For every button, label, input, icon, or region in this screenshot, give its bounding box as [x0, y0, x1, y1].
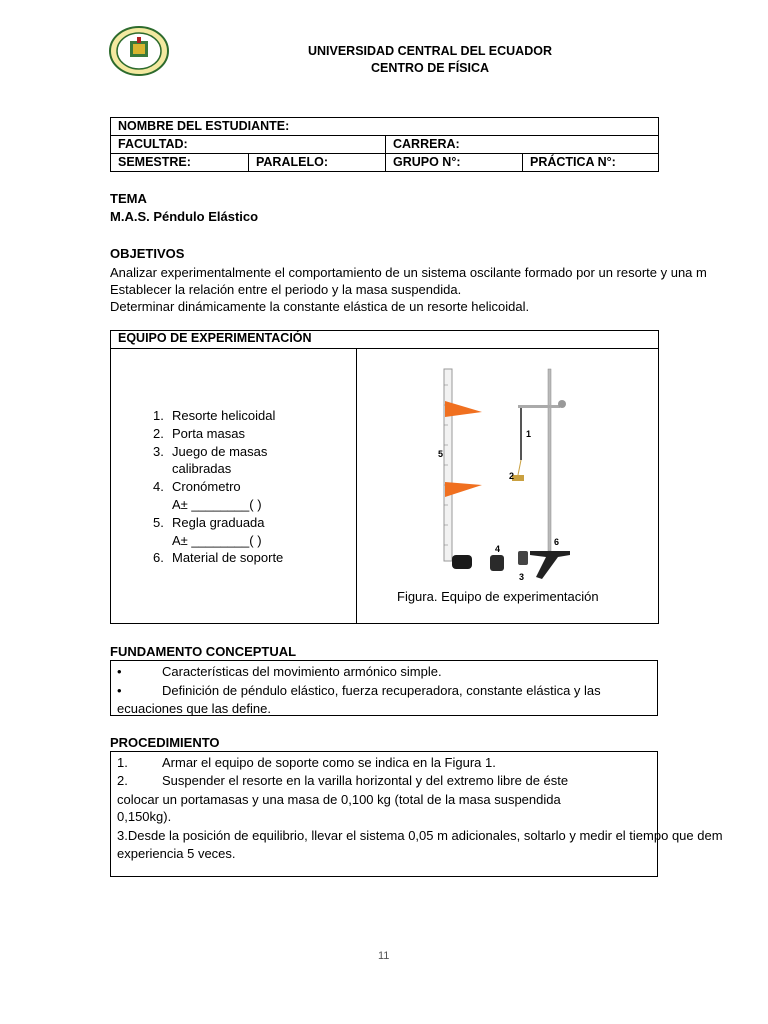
procedimiento-heading: PROCEDIMIENTO	[110, 735, 220, 750]
objetivo-line: Determinar dinámicamente la constante elástica de un resorte helicoidal.	[110, 299, 530, 314]
list-item: calibradas	[172, 461, 232, 477]
procedure-number: 1.	[117, 755, 128, 770]
figure-caption: Figura. Equipo de experimentación	[397, 589, 599, 604]
group-field: GRUPO N°:	[386, 154, 523, 172]
figure-label: 4	[495, 544, 501, 554]
equipo-heading: EQUIPO DE EXPERIMENTACIÓN	[118, 331, 312, 345]
objetivo-line: Analizar experimentalmente el comportamiento de un sistema oscilante formado por un resorte y una m	[110, 265, 707, 280]
university-name: UNIVERSIDAD CENTRAL DEL ECUADOR	[307, 44, 552, 58]
equipment-list	[153, 407, 283, 567]
procedure-line: 0,150kg).	[117, 809, 172, 824]
list-item: 6. Material de soporte	[153, 550, 284, 566]
figure-label: 5	[438, 449, 444, 459]
objetivos-heading: OBJETIVOS	[110, 246, 185, 261]
equipo-column-divider	[356, 348, 357, 624]
practice-field: PRÁCTICA N°:	[523, 154, 659, 172]
tema-heading: TEMA	[110, 191, 147, 206]
fundamento-item: Características del movimiento armónico simple.	[162, 664, 442, 679]
figure-label: 3	[519, 572, 525, 582]
list-item: 5. Regla graduada	[153, 514, 265, 530]
fundamento-item: Definición de péndulo elástico, fuerza recuperadora, constante elástica y las	[162, 683, 601, 698]
procedure-number: 2.	[117, 773, 128, 788]
career-field: CARRERA:	[386, 136, 659, 154]
semester-field: SEMESTRE:	[111, 154, 249, 172]
list-item: 3. Juego de masas	[153, 443, 268, 459]
list-item: 4. Cronómetro	[153, 479, 241, 495]
figure-label: 1	[526, 429, 532, 439]
figure-label: 2	[509, 471, 515, 481]
equipment-figure	[430, 365, 580, 585]
tema-value: M.A.S. Péndulo Elástico	[110, 209, 259, 224]
procedure-line: Suspender el resorte en la varilla horizontal y del extremo libre de éste	[162, 773, 569, 788]
faculty-field: FACULTAD:	[111, 136, 386, 154]
bullet: •	[117, 683, 122, 698]
student-info-table	[110, 117, 659, 172]
objetivo-line: Establecer la relación entre el periodo y la masa suspendida.	[110, 282, 462, 297]
figure-label: 6	[554, 537, 560, 547]
bullet: •	[117, 664, 122, 679]
procedure-line: colocar un portamasas y una masa de 0,100 kg (total de la masa suspendida	[117, 792, 561, 807]
fundamento-continuation: ecuaciones que las define.	[117, 701, 271, 716]
university-seal-logo	[108, 25, 170, 77]
equipo-divider	[110, 348, 659, 349]
student-name-field: NOMBRE DEL ESTUDIANTE:	[111, 118, 659, 136]
list-item: 1. Resorte helicoidal	[153, 408, 276, 423]
list-item: A± ________( )	[172, 496, 262, 512]
parallel-field: PARALELO:	[249, 154, 386, 172]
procedure-line: 3.Desde la posición de equilibrio, llevar el sistema 0,05 m adicionales, soltarlo y medir el tiempo que dem	[117, 828, 723, 843]
list-item: A± ________( )	[172, 532, 262, 548]
page-number: 11	[378, 950, 390, 962]
procedure-line: Armar el equipo de soporte como se indica en la Figura 1.	[162, 755, 496, 770]
procedure-line: experiencia 5 veces.	[117, 846, 236, 861]
center-name: CENTRO DE FÍSICA	[370, 61, 490, 75]
fundamento-heading: FUNDAMENTO CONCEPTUAL	[110, 644, 297, 659]
list-item: 2. Porta masas	[153, 425, 245, 441]
